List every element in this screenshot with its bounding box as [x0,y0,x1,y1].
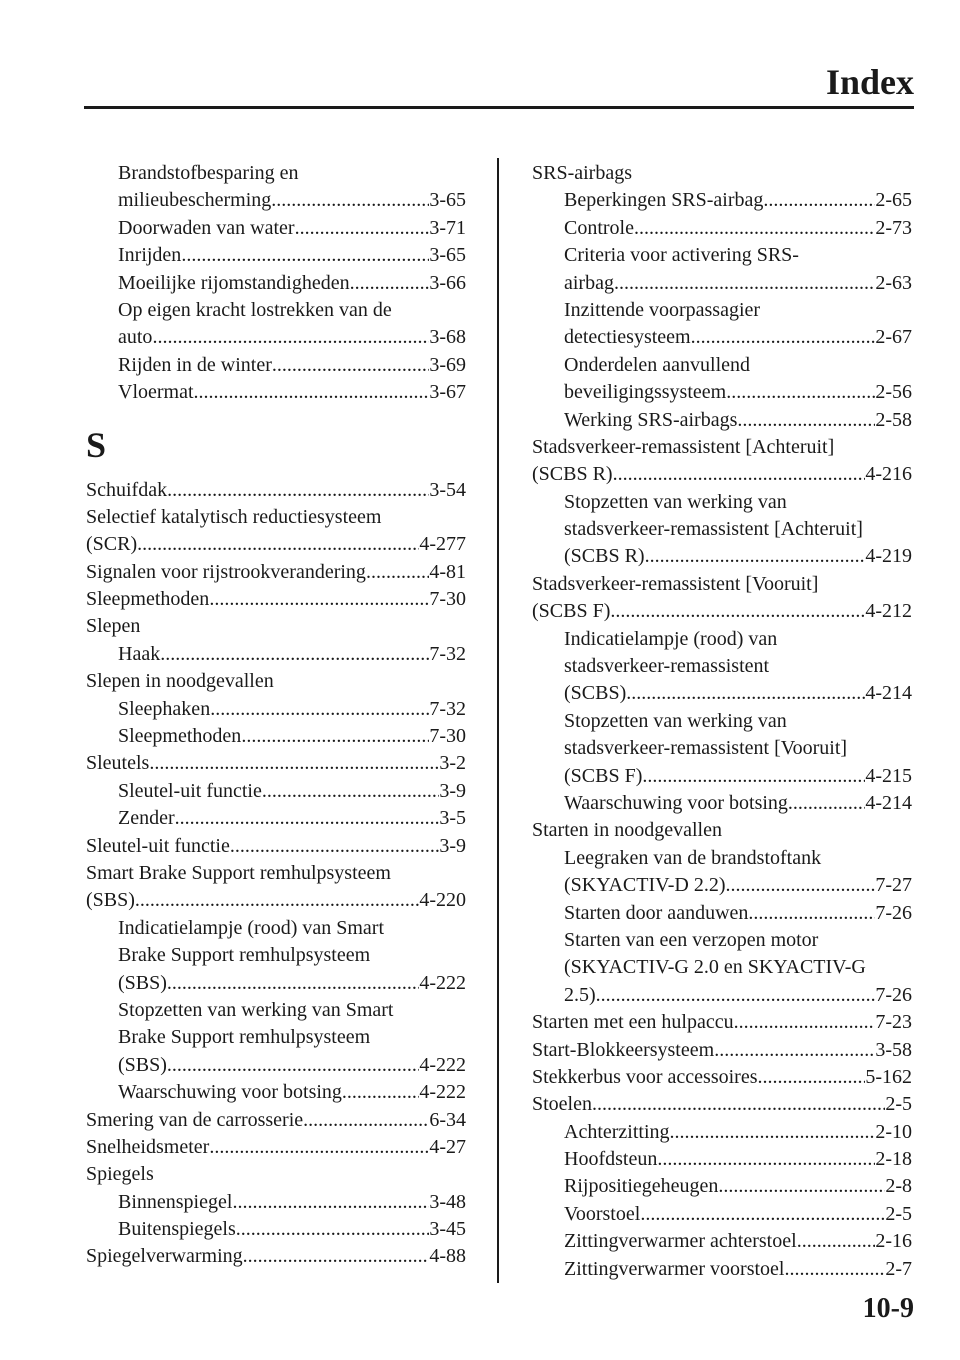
page-ref: 3-45 [429,1218,466,1241]
entry-text: Indicatielampje (rood) van [564,627,778,650]
entry-text: (SCBS F) [564,764,643,787]
page-ref: 2-5 [885,1093,912,1116]
column-divider [497,158,499,1283]
index-entry [532,1009,912,1036]
index-entry [86,477,466,504]
entry-text: Zittingverwarmer voorstoel [564,1257,785,1280]
page-ref: 7-30 [429,588,466,611]
index-entry [532,160,912,187]
index-entry [86,504,466,531]
dot-leader [726,379,875,406]
dot-leader [209,1134,429,1161]
dot-leader [763,187,875,214]
page-ref: 2-67 [875,326,912,349]
entry-text: (SBS) [118,971,167,994]
index-entry [86,750,466,777]
index-subentry [86,1024,466,1051]
dot-leader [152,324,429,351]
page-ref: 4-222 [419,971,466,994]
index-subentry [86,997,466,1024]
entry-text: (SCBS) [564,682,627,705]
index-subentry [86,187,466,214]
page-ref: 7-32 [429,642,466,665]
dot-leader [610,598,865,625]
entry-text: Smart Brake Support remhulpsysteem [86,861,391,884]
index-subentry [86,160,466,187]
index-entry [86,668,466,695]
entry-text: Sleutel-uit functie [118,779,262,802]
index-entry [532,1064,912,1091]
entry-text: SRS-airbags [532,162,632,184]
entry-text: Sleutel-uit functie [86,834,230,857]
dot-leader [645,543,866,570]
entry-text: Sleephaken [118,697,211,720]
page-ref: 2-63 [875,271,912,294]
dot-leader [271,187,429,214]
index-subentry [86,379,466,406]
entry-text: Rijpositiegeheugen [564,1175,719,1198]
dot-leader [342,1079,419,1106]
page-ref: 4-219 [865,545,912,568]
page-ref: 3-9 [439,779,466,802]
entry-text: Onderdelen aanvullend [564,353,751,376]
dot-leader [718,1173,885,1200]
page-ref: 4-216 [865,463,912,486]
index-subentry [532,680,912,707]
index-entry [86,1134,466,1161]
dot-leader [232,1189,429,1216]
index-entry [86,531,466,558]
entry-text: Stopzetten van werking van Smart [118,998,394,1021]
page-ref: 4-222 [419,1053,466,1076]
index-subentry [532,1146,912,1173]
page-ref: 4-214 [865,791,912,814]
index-subentry [532,1119,912,1146]
entry-text: Brake Support remhulpsysteem [118,944,371,967]
index-entry [532,1037,912,1064]
dot-leader [734,1009,876,1036]
entry-text: Signalen voor rijstrookverandering [86,560,366,583]
index-entry [532,1091,912,1118]
entry-text: Sleepmethoden [86,588,210,611]
page-ref: 3-68 [429,326,466,349]
dot-leader [640,1201,885,1228]
page-ref: 3-5 [439,807,466,830]
entry-text: milieubescherming [118,189,272,212]
entry-text: (SCBS R) [532,463,613,486]
dot-leader [167,970,419,997]
index-entry [86,1243,466,1270]
entry-text: Achterzitting [564,1120,670,1143]
dot-leader [691,324,876,351]
index-subentry [532,1173,912,1200]
entry-text: (SBS) [118,1053,167,1076]
index-subentry [532,982,912,1009]
dot-leader [160,641,429,668]
index-subentry [86,696,466,723]
entry-text: Selectief katalytisch reductiesysteem [86,505,382,528]
dot-leader [366,559,429,586]
entry-text: Op eigen kracht lostrekken van de [118,298,392,321]
dot-leader [295,215,430,242]
index-entry [532,461,912,488]
entry-text: Voorstoel [564,1202,641,1225]
page-ref: 3-67 [429,381,466,404]
dot-leader [303,1107,429,1134]
entry-text: (SCBS R) [564,545,645,568]
index-subentry [532,653,912,680]
entry-text: Stopzetten van werking van [564,490,787,513]
page-ref: 3-65 [429,244,466,267]
page-ref: 4-220 [419,889,466,912]
dot-leader [670,1119,876,1146]
index-subentry [86,324,466,351]
page-ref: 7-27 [875,874,912,897]
index-subentry [86,242,466,269]
page-ref: 2-10 [875,1120,912,1143]
entry-text: Beperkingen SRS-airbag [564,189,764,212]
page-ref: 4-215 [865,764,912,787]
page-title: Index [825,62,914,102]
page-ref: 2-18 [875,1148,912,1171]
dot-leader [737,407,875,434]
index-subentry [86,723,466,750]
index-entry [86,586,466,613]
dot-leader [210,696,429,723]
index-subentry [532,1228,912,1255]
entry-text: Zender [118,807,175,830]
index-entry [86,559,466,586]
index-subentry [86,641,466,668]
dot-leader [797,1228,876,1255]
entry-text: beveiligingssysteem [564,381,727,404]
page-ref: 4-277 [419,533,466,556]
entry-text: Doorwaden van water [118,216,295,239]
entry-text: Rijden in de winter [118,353,272,376]
index-subentry [532,187,912,214]
entry-text: Smering van de carrosserie [86,1108,304,1131]
entry-text: Inzittende voorpassagier [564,298,761,321]
entry-text: (SKYACTIV-D 2.2) [564,874,726,897]
dot-leader [613,461,866,488]
entry-text: Indicatielampje (rood) van Smart [118,916,385,939]
index-subentry [86,942,466,969]
index-entry [86,613,466,640]
page-ref: 5-162 [865,1065,912,1088]
entry-text: Start-Blokkeersysteem [532,1038,715,1061]
index-subentry [532,900,912,927]
entry-text: Haak [118,642,161,665]
dot-leader [272,352,429,379]
index-entry [532,571,912,598]
page-ref: 4-214 [865,682,912,705]
page-ref: 2-8 [885,1175,912,1198]
index-subentry [532,324,912,351]
entry-text: (SKYACTIV-G 2.0 en SKYACTIV-G [564,956,866,979]
entry-text: Leegraken van de brandstoftank [564,846,822,869]
index-subentry [532,954,912,981]
dot-leader [243,1243,430,1270]
index-subentry [532,708,912,735]
page-number: 10-9 [862,1293,914,1324]
header-rule [84,106,914,109]
entry-text: Waarschuwing voor botsing [118,1081,342,1104]
entry-text: Starten door aanduwen [564,901,749,924]
entry-text: Stadsverkeer-remassistent [Achteruit] [532,435,835,458]
page-ref: 4-212 [865,600,912,623]
index-subentry [86,778,466,805]
entry-text: (SCBS F) [532,600,611,623]
entry-text: Brandstofbesparing en [118,162,299,184]
dot-leader [149,750,439,777]
page-ref: 2-56 [875,381,912,404]
entry-text: stadsverkeer-remassistent [564,655,770,678]
page-ref: 3-54 [429,478,466,501]
dot-leader [262,778,439,805]
index-subentry [86,1079,466,1106]
index-subentry [532,489,912,516]
index-column-left [86,160,466,1271]
dot-leader [181,242,429,269]
entry-text: Hoofdsteun [564,1148,658,1171]
page-ref: 7-32 [429,697,466,720]
entry-text: stadsverkeer-remassistent [Achteruit] [564,518,863,541]
index-entry [86,887,466,914]
index-subentry [86,1189,466,1216]
dot-leader [642,763,865,790]
index-subentry [532,242,912,269]
entry-text: Moeilijke rijomstandigheden [118,271,350,294]
dot-leader [596,982,876,1009]
entry-text: Spiegels [86,1163,154,1186]
page-ref: 3-66 [429,271,466,294]
entry-text: airbag [564,271,614,294]
page-ref: 4-27 [429,1135,466,1158]
entry-text: Snelheidsmeter [86,1135,210,1158]
index-subentry [86,297,466,324]
index-subentry [86,915,466,942]
index-subentry [532,872,912,899]
index-entry [532,434,912,461]
entry-text: auto [118,326,153,349]
index-subentry [86,352,466,379]
dot-leader [788,790,865,817]
index-subentry [532,1201,912,1228]
dot-leader [137,531,419,558]
page-ref: 2-58 [875,408,912,431]
dot-leader [135,887,419,914]
dot-leader [626,680,865,707]
index-column-right [532,160,912,1283]
entry-text: Stopzetten van werking van [564,709,787,732]
page-ref: 2-73 [875,216,912,239]
page-ref: 2-7 [885,1257,912,1280]
entry-text: Waarschuwing voor botsing [564,791,788,814]
index-entry [532,598,912,625]
index-subentry [532,407,912,434]
dot-leader [725,872,875,899]
index-subentry [532,270,912,297]
entry-text: Brake Support remhulpsysteem [118,1026,371,1049]
dot-leader [634,215,875,242]
index-subentry [532,790,912,817]
dot-leader [241,723,429,750]
entry-text: Vloermat [118,381,194,404]
index-subentry [532,215,912,242]
index-entry [86,1107,466,1134]
index-subentry [86,970,466,997]
entry-text: Slepen in noodgevallen [86,670,274,693]
page-ref: 4-81 [429,560,466,583]
entry-text: Inrijden [118,244,182,267]
index-subentry [532,1256,912,1283]
page-ref: 3-9 [439,834,466,857]
entry-text: Stekkerbus voor accessoires [532,1065,758,1088]
dot-leader [614,270,875,297]
index-subentry [532,763,912,790]
page-ref: 6-34 [429,1108,466,1131]
index-subentry [532,379,912,406]
index-subentry [532,297,912,324]
index-subentry [86,805,466,832]
dot-leader [592,1091,885,1118]
dot-leader [209,586,429,613]
entry-text: (SCR) [86,533,138,556]
index-subentry [86,1052,466,1079]
index-subentry [86,215,466,242]
index-entry [532,817,912,844]
page-ref: 3-65 [429,189,466,212]
dot-leader [350,270,430,297]
page-ref: 3-71 [429,216,466,239]
page-ref: 4-222 [419,1081,466,1104]
entry-text: Binnenspiegel [118,1190,233,1213]
entry-text: detectiesysteem [564,326,691,349]
dot-leader [785,1256,886,1283]
dot-leader [714,1037,875,1064]
index-subentry [86,270,466,297]
index-subentry [532,516,912,543]
entry-text: Criteria voor activering SRS- [564,244,799,267]
entry-text: Stoelen [532,1093,592,1116]
page-ref: 7-23 [875,1011,912,1034]
entry-text: Starten met een hulpaccu [532,1011,734,1034]
dot-leader [657,1146,875,1173]
dot-leader [230,833,439,860]
entry-text: Starten in noodgevallen [532,819,722,842]
entry-text: Stadsverkeer-remassistent [Vooruit] [532,572,819,595]
page-ref: 7-26 [875,901,912,924]
page-ref: 4-88 [429,1245,466,1268]
entry-text: 2.5) [564,983,596,1006]
entry-text: Werking SRS-airbags [564,408,738,431]
index-subentry [532,845,912,872]
dot-leader [167,1052,419,1079]
entry-text: Zittingverwarmer achterstoel [564,1230,797,1253]
index-entry [86,833,466,860]
dot-leader [748,900,875,927]
dot-leader [194,379,430,406]
page-ref: 7-30 [429,725,466,748]
dot-leader [758,1064,866,1091]
entry-text: (SBS) [86,889,135,912]
entry-text: Controle [564,216,634,239]
entry-text: Schuifdak [86,478,168,501]
index-subentry [532,543,912,570]
index-subentry [532,626,912,653]
index-entry [86,860,466,887]
index-subentry [532,927,912,954]
page-ref: 2-16 [875,1230,912,1253]
page-ref: 2-65 [875,189,912,212]
page-ref: 3-2 [439,752,466,775]
dot-leader [167,477,429,504]
dot-leader [236,1216,430,1243]
entry-text: Sleepmethoden [118,725,242,748]
section-letter: S [86,424,107,465]
entry-text: stadsverkeer-remassistent [Vooruit] [564,737,848,760]
page-ref: 3-58 [875,1038,912,1061]
entry-text: Spiegelverwarming [86,1245,243,1268]
index-subentry [532,352,912,379]
index-subentry [86,1216,466,1243]
entry-text: Sleutels [86,752,150,775]
page-ref: 7-26 [875,983,912,1006]
index-entry [86,1161,466,1188]
page-ref: 2-5 [885,1202,912,1225]
entry-text: Slepen [86,615,141,638]
page-ref: 3-69 [429,353,466,376]
page-ref: 3-48 [429,1190,466,1213]
index-subentry [532,735,912,762]
entry-text: Starten van een verzopen motor [564,928,819,951]
dot-leader [175,805,440,832]
entry-text: Buitenspiegels [118,1218,236,1241]
